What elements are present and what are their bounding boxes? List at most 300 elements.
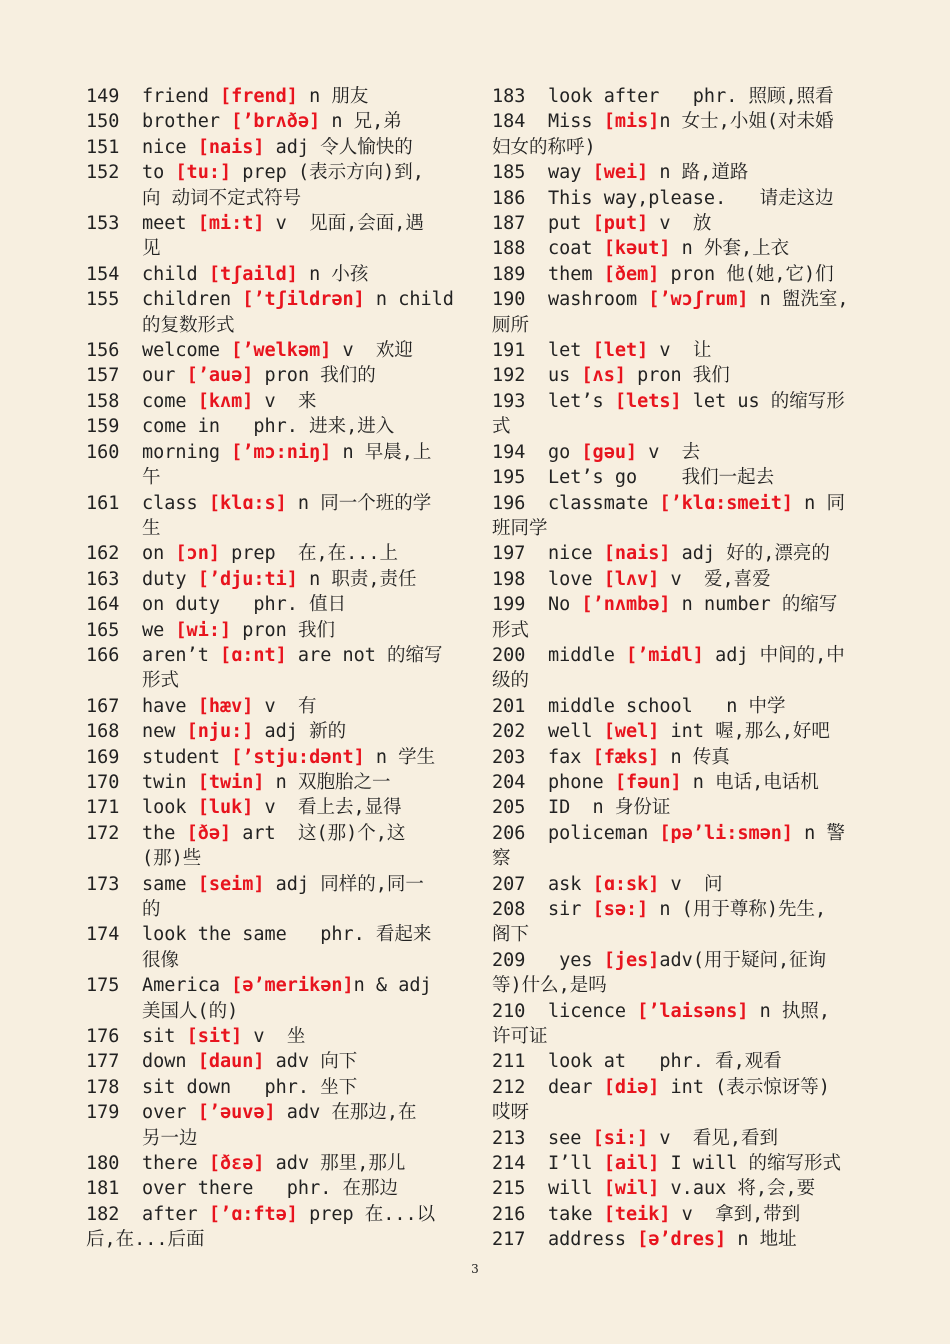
entry-phonetic: [’tʃildrən] [242, 289, 365, 311]
entry-definition-continued: 厕所 [492, 314, 530, 336]
entry-definition: adv 那里,那儿 [264, 1153, 406, 1175]
entry-definition: n 路,道路 [648, 162, 749, 184]
entry-number: 179 [86, 1102, 120, 1124]
entry-definition: pron 我们的 [253, 365, 376, 387]
entry-definition: prep 在,在...上 [219, 543, 399, 565]
entry-phonetic: [luk] [197, 797, 254, 819]
vocab-entry [86, 1202, 464, 1253]
vocab-entry [492, 872, 864, 897]
entry-phonetic: [ə’dres] [637, 1229, 727, 1251]
entry-definition: n child [364, 289, 454, 311]
entry-phonetic: [ail] [603, 1153, 660, 1175]
vocab-entry [492, 821, 864, 872]
entry-number: 166 [86, 644, 120, 666]
entry-word: on duty phr. 值日 [142, 594, 347, 616]
entry-number: 205 [492, 797, 526, 819]
entry-word: I’ll [548, 1153, 604, 1175]
entry-number: 187 [492, 213, 526, 235]
entry-word: welcome [142, 340, 232, 362]
entry-number: 204 [492, 771, 526, 793]
entry-number: 192 [492, 365, 526, 387]
vocab-entry [86, 795, 464, 820]
vocab-entry [492, 211, 864, 236]
entry-word: them [548, 263, 604, 285]
entry-number: 189 [492, 263, 526, 285]
entry-phonetic: [ðə] [186, 822, 232, 844]
entry-phonetic: [’nʌmbə] [581, 594, 671, 616]
vocab-entry [492, 389, 864, 440]
vocab-entry [492, 1126, 864, 1151]
vocab-entry [86, 973, 464, 1024]
entry-number: 167 [86, 695, 120, 717]
entry-number: 193 [492, 390, 526, 412]
entry-phonetic: [wi:] [175, 619, 232, 641]
vocab-entry [492, 567, 864, 592]
entry-number: 151 [86, 136, 120, 158]
entry-phonetic: [’laisəns] [637, 1000, 749, 1022]
entry-definition-continued: 级的 [492, 670, 530, 692]
entry-phonetic: [tu:] [175, 162, 232, 184]
entry-definition-continued: 另一边 [142, 1127, 198, 1149]
entry-word: way [548, 162, 593, 184]
entry-phonetic: [lets] [614, 390, 682, 412]
entry-number: 182 [86, 1203, 120, 1225]
entry-phonetic: [daun] [197, 1051, 265, 1073]
entry-number: 175 [86, 975, 120, 997]
entry-phonetic: [’klɑ:smeit] [659, 492, 794, 514]
vocab-entry [86, 541, 464, 566]
vocab-entry [492, 262, 864, 287]
entry-number: 165 [86, 619, 120, 641]
entry-definition: pron 他(她,它)们 [659, 263, 834, 285]
entry-definition: n 执照, [748, 1000, 831, 1022]
entry-phonetic: [ðɛə] [208, 1153, 265, 1175]
entry-definition: prep 在...以 [297, 1203, 436, 1225]
vocab-entry [492, 592, 864, 643]
entry-word: look the same phr. 看起来 [142, 924, 432, 946]
vocab-entry [86, 338, 464, 363]
entry-word: meet [142, 213, 198, 235]
vocab-entry [492, 84, 864, 109]
vocab-entry [86, 262, 464, 287]
entry-definition: pron 我们 [625, 365, 730, 387]
vocab-entry [86, 414, 464, 439]
entry-phonetic: [sit] [186, 1026, 243, 1048]
entry-phonetic: [ʌs] [581, 365, 626, 387]
entry-definition-continued: 班同学 [492, 517, 548, 539]
vocab-entry [86, 922, 464, 973]
entry-definition: adv 向下 [264, 1051, 358, 1073]
entry-word: over [142, 1102, 198, 1124]
entry-word: see [548, 1127, 593, 1149]
entry-word: new [142, 721, 187, 743]
entry-definition: v 让 [648, 340, 712, 362]
entry-phonetic: [kʌm] [197, 390, 254, 412]
entry-number: 203 [492, 746, 526, 768]
entry-definition: v 拿到,带到 [670, 1203, 801, 1225]
entry-definition: are not 的缩写 [286, 644, 443, 666]
entry-word: nice [548, 543, 604, 565]
entry-phonetic: [let] [592, 340, 649, 362]
entry-phonetic: [’auə] [186, 365, 254, 387]
entry-definition: let us 的缩写形 [681, 390, 845, 412]
entry-word: same [142, 873, 198, 895]
entry-word: well [548, 721, 604, 743]
entry-phonetic: [nais] [603, 543, 671, 565]
entry-phonetic: [ə’merikən] [231, 975, 354, 997]
entry-definition-continued: 式 [492, 416, 511, 438]
entry-word: middle school n 中学 [548, 695, 786, 717]
entry-definition-continued: 的 [142, 899, 161, 920]
vocab-entry [492, 287, 864, 338]
entry-number: 169 [86, 746, 120, 768]
entry-number: 210 [492, 1000, 526, 1022]
entry-number: 217 [492, 1229, 526, 1251]
entry-word: phone [548, 771, 615, 793]
entry-number: 194 [492, 441, 526, 463]
vocab-entry [492, 897, 864, 948]
entry-number: 198 [492, 568, 526, 590]
entry-number: 172 [86, 822, 120, 844]
entry-definition: n 学生 [364, 746, 436, 768]
entry-word: go [548, 441, 582, 463]
entry-definition: I will 的缩写形式 [659, 1153, 842, 1175]
vocab-entry [86, 109, 464, 134]
entry-phonetic: [fəun] [614, 771, 682, 793]
entry-definition-continued: 哎呀 [492, 1102, 530, 1124]
entry-definition: pron 我们 [231, 619, 335, 641]
entry-number: 155 [86, 289, 120, 311]
entry-phonetic: [’ɑ:ftə] [208, 1203, 298, 1225]
vocab-entry [492, 440, 864, 465]
entry-definition: n 早晨,上 [331, 441, 432, 463]
entry-phonetic: [teik] [603, 1203, 671, 1225]
entry-number: 196 [492, 492, 526, 514]
entry-definition: n & adj [353, 975, 432, 997]
entry-definition: n 朋友 [297, 86, 369, 107]
entry-definition: n 女士,小姐(对未婚 [659, 111, 834, 133]
entry-word: sit down phr. 坐下 [142, 1076, 358, 1098]
entry-word: ID n 身份证 [548, 797, 671, 819]
entry-phonetic: [’mɔ:niŋ] [231, 441, 332, 463]
entry-definition: n (用于尊称)先生, [648, 899, 827, 920]
entry-number: 177 [86, 1051, 120, 1073]
entry-word: down [142, 1051, 198, 1073]
entry-definition: n 电话,电话机 [681, 771, 819, 793]
entry-word: will [548, 1178, 604, 1200]
entry-definition-continued: 后,在...后面 [86, 1229, 205, 1251]
entry-phonetic: [diə] [603, 1076, 660, 1098]
entry-definition: n 兄,弟 [320, 111, 402, 133]
entry-number: 158 [86, 390, 120, 412]
entry-number: 161 [86, 492, 120, 514]
vocab-entry [492, 363, 864, 388]
entry-definition: v 来 [253, 390, 317, 412]
vocab-entry [86, 160, 464, 211]
entry-word: over there phr. 在那边 [142, 1178, 398, 1200]
entry-phonetic: [si:] [592, 1127, 649, 1149]
entry-word: Miss [548, 111, 604, 133]
entry-word: dear [548, 1076, 604, 1098]
entry-definition-continued: 见 [142, 238, 161, 260]
entry-phonetic: [’brʌðə] [231, 111, 321, 133]
vocab-entry [492, 948, 864, 999]
entry-word: friend [142, 86, 220, 107]
entry-number: 176 [86, 1026, 120, 1048]
entry-phonetic: [ɑ:sk] [592, 873, 660, 895]
entry-phonetic: [tʃaild] [208, 263, 298, 285]
entry-definition: n 小孩 [297, 263, 369, 285]
entry-definition: v 看上去,显得 [253, 797, 402, 819]
entry-phonetic: [’stju:dənt] [231, 746, 365, 768]
entry-definition: adv(用于疑问,征询 [659, 949, 827, 971]
entry-phonetic: [nju:] [186, 721, 254, 743]
entry-word: washroom [548, 289, 649, 311]
entry-phonetic: [gəu] [581, 441, 638, 463]
vocab-entry [86, 363, 464, 388]
entry-phonetic: [’midl] [625, 644, 704, 666]
entry-word: we [142, 619, 176, 641]
entry-word: middle [548, 644, 626, 666]
entry-phonetic: [ɔn] [175, 543, 220, 565]
entry-definition: art 这(那)个,这 [231, 822, 406, 844]
vocab-entry [86, 745, 464, 770]
entry-phonetic: [seim] [197, 873, 265, 895]
entry-phonetic: [fæks] [592, 746, 660, 768]
entry-word: have [142, 695, 198, 717]
entry-word: take [548, 1203, 604, 1225]
vocab-entry [492, 1075, 864, 1126]
vocab-entry [492, 719, 864, 744]
entry-definition-continued: 形式 [142, 670, 180, 692]
entry-phonetic: [twin] [197, 771, 265, 793]
entry-number: 156 [86, 340, 120, 362]
entry-definition: prep (表示方向)到, [231, 162, 424, 184]
entry-definition: n 职责,责任 [297, 568, 417, 590]
entry-number: 206 [492, 822, 526, 844]
vocab-entry [492, 109, 864, 160]
entry-definition: adj 好的,漂亮的 [670, 543, 830, 565]
entry-number: 173 [86, 873, 120, 895]
entry-number: 152 [86, 162, 120, 184]
vocab-entry [492, 236, 864, 261]
entry-definition: adj 新的 [253, 721, 347, 743]
entry-phonetic: [ðem] [603, 263, 660, 285]
entry-number: 195 [492, 467, 526, 489]
entry-phonetic: [mis] [603, 111, 660, 133]
entry-number: 191 [492, 340, 526, 362]
entry-definition: n 盥洗室, [748, 289, 849, 311]
entry-definition: v 去 [637, 441, 701, 463]
right-column [492, 84, 864, 1253]
entry-definition-continued: (那)些 [142, 848, 202, 870]
page-number: 3 [471, 1262, 479, 1276]
entry-definition: n 外套,上衣 [670, 238, 790, 260]
vocab-entry [86, 84, 464, 109]
entry-word: children [142, 289, 243, 311]
entry-phonetic: [’welkəm] [231, 340, 332, 362]
vocab-entry [86, 719, 464, 744]
entry-word: put [548, 213, 593, 235]
entry-word: to [142, 162, 176, 184]
vocab-entry [492, 1049, 864, 1074]
entry-definition: int (表示惊讶等) [659, 1076, 830, 1098]
entry-phonetic: [wei] [592, 162, 649, 184]
entry-word: aren’t [142, 644, 220, 666]
entry-number: 150 [86, 111, 120, 133]
entry-definition: n 地址 [726, 1229, 797, 1251]
entry-definition: v.aux 将,会,要 [659, 1178, 816, 1200]
vocab-entry [492, 770, 864, 795]
entry-definition: adv 在那边,在 [275, 1102, 417, 1124]
entry-number: 199 [492, 594, 526, 616]
vocab-entry [86, 1151, 464, 1176]
entry-definition-continued: 美国人(的) [142, 1000, 239, 1022]
entry-word: America [142, 975, 232, 997]
vocab-entry [86, 1024, 464, 1049]
entry-phonetic: [nais] [197, 136, 265, 158]
entry-number: 178 [86, 1076, 120, 1098]
entry-definition: v 坐 [242, 1026, 306, 1048]
entry-number: 216 [492, 1203, 526, 1225]
entry-word: address [548, 1229, 638, 1251]
entry-definition: v 爱,喜爱 [659, 568, 771, 590]
entry-word: morning [142, 441, 232, 463]
entry-definition: v 欢迎 [331, 340, 413, 362]
entry-number: 197 [492, 543, 526, 565]
entry-number: 183 [492, 86, 526, 107]
entry-word: class [142, 492, 209, 514]
entry-word: duty [142, 568, 198, 590]
vocab-entry [86, 1100, 464, 1151]
vocab-entry [492, 160, 864, 185]
entry-phonetic: [pə’li:smən] [659, 822, 794, 844]
entry-word: ask [548, 873, 593, 895]
entry-definition-continued: 午 [142, 467, 161, 489]
entry-definition-continued: 生 [142, 517, 161, 539]
entry-number: 200 [492, 644, 526, 666]
vocab-entry [492, 541, 864, 566]
entry-number: 208 [492, 899, 526, 920]
vocab-entry [492, 694, 864, 719]
vocab-entry [86, 872, 464, 923]
entry-word: yes [548, 949, 604, 971]
entry-phonetic: [hæv] [197, 695, 254, 717]
left-column [86, 84, 464, 1253]
entry-number: 202 [492, 721, 526, 743]
vocab-entry [492, 491, 864, 542]
entry-definition: n 同一个班的学 [286, 492, 432, 514]
entry-definition-continued: 的复数形式 [142, 314, 235, 336]
entry-definition-continued: 形式 [492, 619, 530, 641]
entry-word: let’s [548, 390, 615, 412]
entry-phonetic: [put] [592, 213, 649, 235]
vocab-entry [492, 1227, 864, 1252]
entry-definition: adj 中间的,中 [703, 644, 845, 666]
entry-definition: int 喔,那么,好吧 [659, 721, 830, 743]
entry-number: 149 [86, 86, 120, 107]
vocab-entry [492, 795, 864, 820]
vocab-entry [86, 592, 464, 617]
vocab-entry [86, 1075, 464, 1100]
entry-word: come in phr. 进来,进入 [142, 416, 395, 438]
entry-number: 159 [86, 416, 120, 438]
entry-word: This way,please. 请走这边 [548, 187, 834, 209]
entry-word: come [142, 390, 198, 412]
entry-word: let [548, 340, 593, 362]
vocab-entry [492, 1176, 864, 1201]
entry-definition: n 警 [793, 822, 845, 844]
entry-definition: adj 令人愉快的 [264, 136, 413, 158]
entry-definition-continued: 等)什么,是吗 [492, 975, 607, 997]
entry-number: 215 [492, 1178, 526, 1200]
entry-word: look [142, 797, 198, 819]
entry-word: the [142, 822, 187, 844]
vocab-entry [86, 643, 464, 694]
entry-number: 174 [86, 924, 120, 946]
entry-definition: adj 同样的,同一 [264, 873, 424, 895]
entry-word: look after phr. 照顾,照看 [548, 86, 834, 107]
entry-phonetic: [mi:t] [197, 213, 265, 235]
entry-number: 212 [492, 1076, 526, 1098]
entry-definition: n 同 [793, 492, 845, 514]
entry-phonetic: [frend] [219, 86, 298, 107]
vocab-entry [492, 643, 864, 694]
entry-word: on [142, 543, 176, 565]
entry-number: 154 [86, 263, 120, 285]
entry-phonetic: [jes] [603, 949, 660, 971]
entry-definition-continued: 妇女的称呼) [492, 136, 596, 158]
entry-number: 164 [86, 594, 120, 616]
entry-word: our [142, 365, 187, 387]
vocab-entry [492, 465, 864, 490]
vocab-entry [86, 1176, 464, 1201]
entry-definition: n 双胞胎之一 [264, 771, 391, 793]
entry-number: 185 [492, 162, 526, 184]
entry-definition-continued: 察 [492, 848, 511, 870]
entry-word: Let’s go 我们一起去 [548, 467, 775, 489]
entry-phonetic: [lʌv] [603, 568, 660, 590]
entry-number: 171 [86, 797, 120, 819]
entry-word: sir [548, 899, 593, 920]
entry-phonetic: [’əuvə] [197, 1102, 276, 1124]
vocab-entry [86, 211, 464, 262]
entry-definition-continued: 向 动词不定式符号 [142, 187, 302, 209]
entry-number: 163 [86, 568, 120, 590]
entry-definition: v 放 [648, 213, 712, 235]
entry-number: 170 [86, 771, 120, 793]
entry-phonetic: [sə:] [592, 899, 649, 920]
entry-word: classmate [548, 492, 660, 514]
entry-number: 190 [492, 289, 526, 311]
vocab-entry [86, 770, 464, 795]
entry-definition: v 问 [659, 873, 723, 895]
entry-phonetic: [klɑ:s] [208, 492, 287, 514]
entry-phonetic: [’dju:ti] [197, 568, 298, 590]
entry-word: policeman [548, 822, 660, 844]
vocab-entry [86, 1049, 464, 1074]
entry-number: 184 [492, 111, 526, 133]
vocab-entry [86, 440, 464, 491]
entry-word: child [142, 263, 209, 285]
entry-definition-continued: 许可证 [492, 1026, 548, 1048]
entry-number: 162 [86, 543, 120, 565]
vocab-entry [492, 999, 864, 1050]
entry-number: 213 [492, 1127, 526, 1149]
vocab-entry [492, 338, 864, 363]
entry-word: brother [142, 111, 232, 133]
vocab-entry [492, 1151, 864, 1176]
